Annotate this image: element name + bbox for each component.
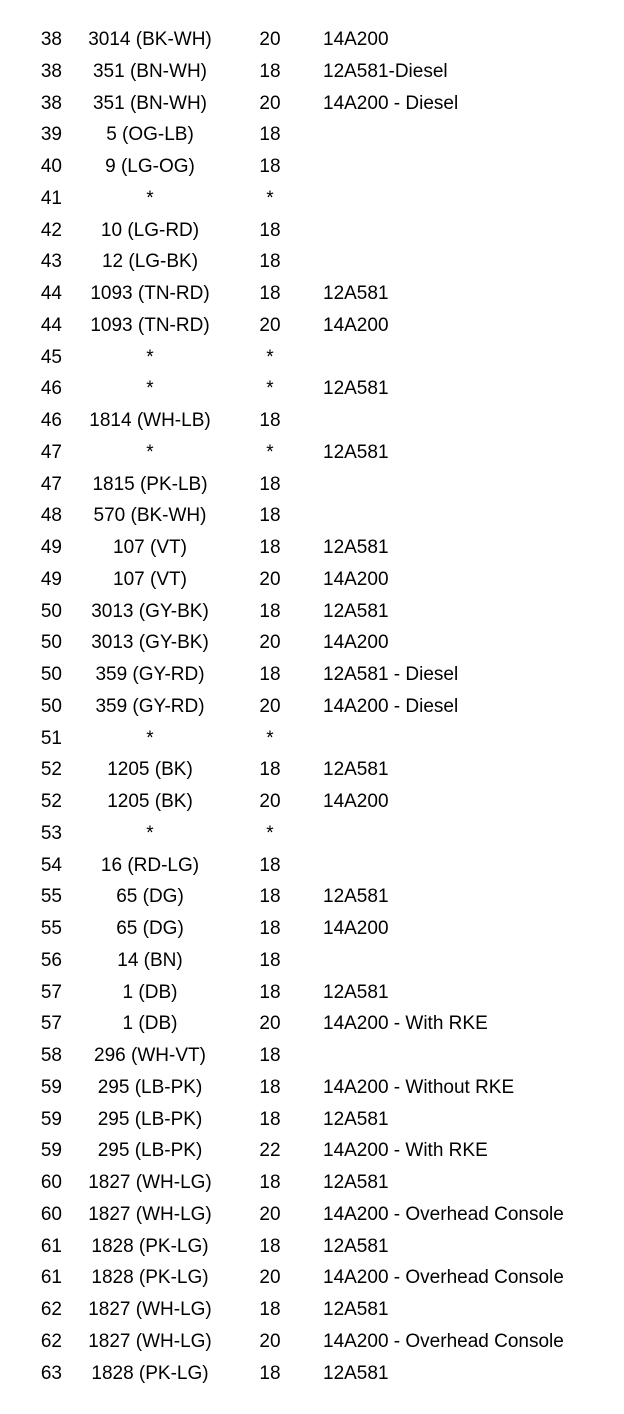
circuit-code: * — [146, 187, 154, 209]
pin-number: 42 — [40, 219, 62, 241]
circuit-code: 1815 (PK-LB) — [92, 473, 208, 495]
pin-number: 44 — [40, 314, 62, 336]
connector-note: 12A581 — [323, 759, 389, 781]
connector-note: 12A581 — [323, 1362, 389, 1384]
circuit-code: 107 (VT) — [113, 568, 187, 590]
table-row — [0, 373, 624, 405]
wire-gauge: 18 — [259, 886, 281, 908]
pin-number: 50 — [40, 632, 62, 654]
wire-gauge: 20 — [259, 1013, 281, 1035]
pin-number: 46 — [40, 378, 62, 400]
table-row — [0, 659, 624, 691]
table-row — [0, 786, 624, 818]
wire-gauge: 18 — [259, 1299, 281, 1320]
wire-gauge: 18 — [259, 759, 281, 781]
table-row — [0, 310, 624, 342]
pin-number: 45 — [40, 346, 62, 368]
connector-note: 12A581 — [323, 1299, 389, 1320]
table-row — [0, 1104, 624, 1136]
wire-gauge: * — [266, 822, 274, 844]
table-row — [0, 532, 624, 564]
pin-number: 57 — [40, 1013, 62, 1035]
circuit-code: 3013 (GY-BK) — [91, 632, 209, 654]
connector-note: 14A200 - Overhead Console — [323, 1330, 564, 1352]
pin-number: 38 — [40, 60, 62, 82]
connector-note: 14A200 - Diesel — [323, 695, 459, 717]
pin-number: 49 — [40, 568, 62, 590]
wire-gauge: * — [266, 378, 274, 400]
wire-gauge: 18 — [259, 473, 281, 495]
pin-number: 51 — [40, 727, 62, 749]
connector-note: 12A581 — [323, 600, 389, 622]
pin-number: 57 — [40, 981, 62, 1003]
pin-number: 63 — [40, 1362, 62, 1384]
wire-gauge: 18 — [259, 1045, 281, 1066]
circuit-code: 295 (LB-PK) — [97, 1108, 203, 1130]
circuit-code: 295 (LB-PK) — [97, 1076, 203, 1098]
circuit-code: 10 (LG-RD) — [100, 219, 200, 241]
wire-gauge: 18 — [259, 251, 281, 273]
table-row — [0, 405, 624, 437]
pin-number: 40 — [40, 156, 62, 177]
wire-gauge: 18 — [259, 124, 281, 146]
pin-number: 58 — [40, 1045, 62, 1066]
table-row — [0, 24, 624, 56]
circuit-code: 3014 (BK-WH) — [88, 29, 212, 50]
circuit-code: 1093 (TN-RD) — [90, 314, 210, 336]
circuit-code: 1205 (BK) — [107, 791, 193, 812]
table-row — [0, 1294, 624, 1326]
connector-note: 12A581-Diesel — [323, 60, 448, 82]
table-row — [0, 500, 624, 532]
table-row — [0, 977, 624, 1009]
connector-note: 12A581 — [323, 981, 389, 1003]
circuit-code: * — [146, 441, 154, 463]
circuit-code: 296 (WH-VT) — [94, 1045, 206, 1066]
table-row — [0, 119, 624, 151]
circuit-code: 65 (DG) — [116, 886, 184, 908]
circuit-code: * — [146, 727, 154, 749]
pin-number: 41 — [40, 187, 62, 209]
circuit-code: 359 (GY-RD) — [95, 664, 205, 685]
connector-note: 14A200 — [323, 568, 389, 590]
wire-gauge: 20 — [259, 1267, 281, 1289]
table-row — [0, 278, 624, 310]
wire-gauge: 18 — [259, 1362, 281, 1384]
table-row — [0, 913, 624, 945]
circuit-code: 1 (DB) — [122, 1013, 178, 1035]
pin-number: 62 — [40, 1299, 62, 1320]
pin-number: 59 — [40, 1108, 62, 1130]
connector-note: 14A200 — [323, 791, 389, 812]
wire-gauge: 18 — [259, 156, 281, 177]
connector-note: 14A200 - Overhead Console — [323, 1267, 564, 1289]
circuit-code: 1 (DB) — [122, 981, 178, 1003]
connector-note: 12A581 — [323, 1108, 389, 1130]
table-row — [0, 151, 624, 183]
pin-number: 52 — [40, 759, 62, 781]
circuit-code: 5 (OG-LB) — [106, 124, 194, 146]
table-row — [0, 1040, 624, 1072]
table-row — [0, 1262, 624, 1294]
connector-note: 14A200 - Diesel — [323, 92, 459, 114]
pin-number: 49 — [40, 537, 62, 558]
wire-gauge: * — [266, 441, 274, 463]
connector-note: 12A581 — [323, 886, 389, 908]
pin-number: 48 — [40, 505, 62, 527]
wire-gauge: 22 — [259, 1140, 281, 1162]
circuit-code: 1827 (WH-LG) — [88, 1172, 212, 1193]
table-row — [0, 1072, 624, 1104]
wire-gauge: 20 — [259, 791, 281, 812]
pin-number: 54 — [40, 854, 62, 876]
pin-number: 55 — [40, 918, 62, 939]
circuit-code: * — [146, 378, 154, 400]
table-row — [0, 881, 624, 913]
pin-number: 52 — [40, 791, 62, 812]
table-row — [0, 723, 624, 755]
wire-gauge: 18 — [259, 410, 281, 431]
table-row — [0, 1167, 624, 1199]
pin-number: 50 — [40, 664, 62, 685]
circuit-code: 9 (LG-OG) — [105, 156, 195, 177]
connector-note: 14A200 - With RKE — [323, 1013, 488, 1035]
wire-gauge: * — [266, 727, 274, 749]
pin-number: 53 — [40, 822, 62, 844]
connector-note: 14A200 — [323, 918, 389, 939]
table-row — [0, 215, 624, 247]
connector-note: 14A200 — [323, 632, 389, 654]
circuit-code: 351 (BN-WH) — [92, 60, 207, 82]
table-row — [0, 818, 624, 850]
wire-gauge: 18 — [259, 505, 281, 527]
pin-number: 60 — [40, 1203, 62, 1225]
table-row — [0, 1358, 624, 1390]
circuit-code: 1828 (PK-LG) — [91, 1362, 209, 1384]
table-row — [0, 596, 624, 628]
circuit-code: 12 (LG-BK) — [101, 251, 199, 273]
pin-number: 59 — [40, 1076, 62, 1098]
pin-number: 61 — [40, 1235, 62, 1257]
wire-gauge: 18 — [259, 537, 281, 558]
pin-number: 47 — [40, 441, 62, 463]
table-row — [0, 183, 624, 215]
pin-number: 56 — [40, 949, 62, 971]
table-row — [0, 469, 624, 501]
wire-gauge: 18 — [259, 981, 281, 1003]
circuit-code: 359 (GY-RD) — [95, 695, 205, 717]
circuit-code: 3013 (GY-BK) — [91, 600, 209, 622]
wire-gauge: 18 — [259, 664, 281, 685]
connector-note: 14A200 - With RKE — [323, 1140, 488, 1162]
table-row — [0, 56, 624, 88]
circuit-code: 14 (BN) — [117, 949, 183, 971]
table-row — [0, 1231, 624, 1263]
wire-gauge: 20 — [259, 1203, 281, 1225]
connector-note: 12A581 — [323, 441, 389, 463]
wire-gauge: 20 — [259, 695, 281, 717]
circuit-code: 1827 (WH-LG) — [88, 1330, 212, 1352]
table-row — [0, 945, 624, 977]
table-row — [0, 437, 624, 469]
wire-gauge: 20 — [259, 314, 281, 336]
wire-gauge: 18 — [259, 283, 281, 304]
wire-gauge: 18 — [259, 854, 281, 876]
pin-number: 59 — [40, 1140, 62, 1162]
circuit-code: 1205 (BK) — [107, 759, 193, 781]
table-row — [0, 691, 624, 723]
table-row — [0, 1326, 624, 1358]
table-row — [0, 564, 624, 596]
wire-gauge: 18 — [259, 219, 281, 241]
circuit-code: 295 (LB-PK) — [97, 1140, 203, 1162]
table-row — [0, 1135, 624, 1167]
connector-note: 14A200 - Without RKE — [323, 1076, 515, 1098]
wire-gauge: 18 — [259, 1076, 281, 1098]
connector-note: 12A581 — [323, 283, 389, 304]
circuit-code: 1827 (WH-LG) — [88, 1299, 212, 1320]
circuit-code: 65 (DG) — [116, 918, 184, 939]
circuit-code: 1828 (PK-LG) — [91, 1235, 209, 1257]
connector-note: 14A200 - Overhead Console — [323, 1203, 564, 1225]
circuit-code: 1828 (PK-LG) — [91, 1267, 209, 1289]
wire-gauge: 18 — [259, 1172, 281, 1193]
wire-gauge: 18 — [259, 949, 281, 971]
pin-number: 55 — [40, 886, 62, 908]
wire-gauge: 18 — [259, 600, 281, 622]
wire-gauge: 20 — [259, 632, 281, 654]
wire-gauge: 18 — [259, 1235, 281, 1257]
wire-gauge: * — [266, 346, 274, 368]
table-row — [0, 1008, 624, 1040]
circuit-code: 107 (VT) — [113, 537, 187, 558]
connector-note: 12A581 — [323, 537, 389, 558]
pin-number: 50 — [40, 695, 62, 717]
table-row — [0, 627, 624, 659]
table-row — [0, 754, 624, 786]
pin-number: 39 — [40, 124, 62, 146]
connector-note: 14A200 — [323, 314, 389, 336]
wire-gauge: 18 — [259, 918, 281, 939]
table-row — [0, 88, 624, 120]
connector-note: 12A581 - Diesel — [323, 664, 459, 685]
connector-note: 14A200 — [323, 29, 389, 50]
table-row — [0, 246, 624, 278]
table-row — [0, 850, 624, 882]
wire-gauge: * — [266, 187, 274, 209]
wire-gauge: 18 — [259, 1108, 281, 1130]
wire-gauge: 20 — [259, 29, 281, 50]
wire-gauge: 20 — [259, 1330, 281, 1352]
pin-number: 38 — [40, 29, 62, 50]
connector-note: 12A581 — [323, 1172, 389, 1193]
table-row — [0, 1199, 624, 1231]
pin-number: 50 — [40, 600, 62, 622]
circuit-code: * — [146, 822, 154, 844]
pin-number: 47 — [40, 473, 62, 495]
wire-gauge: 18 — [259, 60, 281, 82]
wire-gauge: 20 — [259, 568, 281, 590]
circuit-code: 1093 (TN-RD) — [90, 283, 210, 304]
pin-number: 61 — [40, 1267, 62, 1289]
table-row — [0, 342, 624, 374]
circuit-code: 570 (BK-WH) — [93, 505, 207, 527]
pin-number: 38 — [40, 92, 62, 114]
pin-number: 60 — [40, 1172, 62, 1193]
pin-number: 44 — [40, 283, 62, 304]
circuit-code: 1827 (WH-LG) — [88, 1203, 212, 1225]
wire-gauge: 20 — [259, 92, 281, 114]
connector-note: 12A581 — [323, 1235, 389, 1257]
circuit-code: 351 (BN-WH) — [92, 92, 207, 114]
circuit-code: 16 (RD-LG) — [100, 854, 200, 876]
circuit-code: * — [146, 346, 154, 368]
pin-number: 43 — [40, 251, 62, 273]
circuit-code: 1814 (WH-LB) — [89, 410, 211, 431]
pin-number: 62 — [40, 1330, 62, 1352]
connector-note: 12A581 — [323, 378, 389, 400]
pin-number: 46 — [40, 410, 62, 431]
